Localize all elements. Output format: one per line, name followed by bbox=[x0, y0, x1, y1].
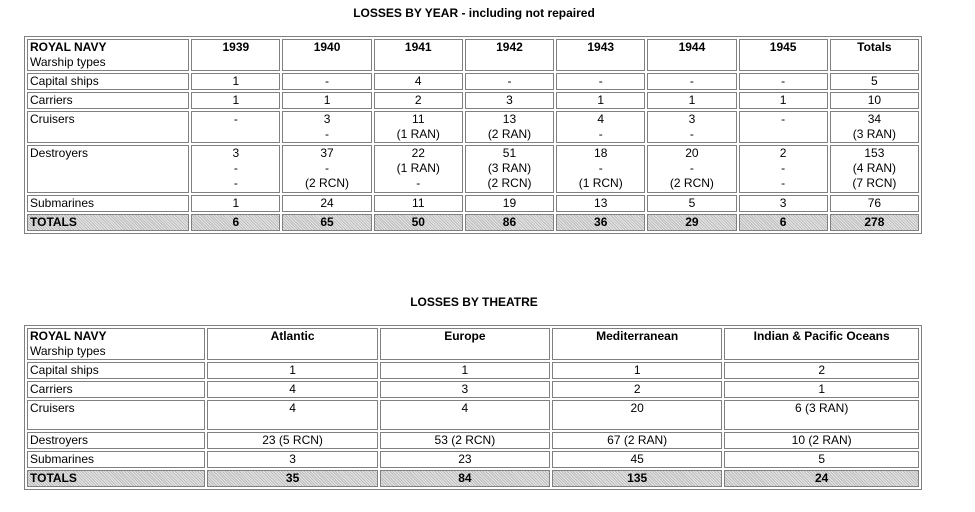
table-cell bbox=[465, 111, 554, 143]
totals-cell: 29 bbox=[647, 214, 736, 231]
cell-line: 1 bbox=[779, 93, 787, 107]
cell-line: 34 bbox=[867, 112, 882, 126]
cell-line: - bbox=[598, 161, 603, 175]
table-cell bbox=[739, 92, 828, 109]
cell-line: 20 bbox=[685, 146, 699, 160]
table-cell: 23 (5 RCN) bbox=[207, 432, 377, 449]
table-cell: 1 bbox=[207, 362, 377, 379]
cell-line: 1 bbox=[323, 93, 331, 107]
cell-line: (2 RAN) bbox=[487, 127, 532, 141]
header-label-cell bbox=[27, 328, 205, 360]
cell-line: - bbox=[781, 176, 786, 190]
table-cell bbox=[465, 195, 554, 212]
table-cell: 6 (3 RAN) bbox=[724, 400, 919, 430]
cell-line: 1 bbox=[688, 93, 696, 107]
totals-cell: 84 bbox=[380, 470, 550, 487]
header-sublabel: Warship types bbox=[30, 55, 106, 69]
cell-line: 3 bbox=[232, 146, 240, 160]
table-cell bbox=[282, 73, 371, 90]
cell-line: 24 bbox=[320, 196, 334, 210]
cell-line: 3 bbox=[779, 196, 787, 210]
totals-cell: 86 bbox=[465, 214, 554, 231]
table-row bbox=[27, 451, 919, 468]
losses-by-theatre-table bbox=[24, 325, 922, 490]
cell-line: - bbox=[507, 74, 512, 88]
column-header: Europe bbox=[380, 328, 550, 360]
table-cell bbox=[282, 111, 371, 143]
column-header: Mediterranean bbox=[552, 328, 722, 360]
cell-line: - bbox=[416, 176, 421, 190]
table-row bbox=[27, 362, 919, 379]
cell-line: 3 bbox=[323, 112, 331, 126]
cell-line: (2 RCN) bbox=[669, 176, 714, 190]
table-cell bbox=[556, 195, 645, 212]
column-header: Indian & Pacific Oceans bbox=[724, 328, 919, 360]
table-row bbox=[27, 432, 919, 449]
table-cell bbox=[374, 145, 463, 193]
table-cell: 45 bbox=[552, 451, 722, 468]
column-header: 1943 bbox=[556, 39, 645, 71]
cell-line: 13 bbox=[502, 112, 517, 126]
cell-line: - bbox=[781, 74, 786, 88]
table-cell bbox=[556, 92, 645, 109]
table-cell bbox=[191, 195, 280, 212]
cell-line: - bbox=[233, 161, 238, 175]
table-cell bbox=[282, 145, 371, 193]
totals-row bbox=[27, 470, 919, 487]
table-cell bbox=[647, 111, 736, 143]
table-cell bbox=[191, 111, 280, 143]
cell-line: - bbox=[781, 161, 786, 175]
table-cell bbox=[739, 73, 828, 90]
table-cell bbox=[647, 145, 736, 193]
table-cell bbox=[830, 73, 919, 90]
cell-line: (2 RCN) bbox=[305, 176, 350, 190]
table-cell: 5 bbox=[724, 451, 919, 468]
losses-by-theatre-title: LOSSES BY THEATRE bbox=[410, 295, 538, 309]
cell-line: 37 bbox=[320, 146, 334, 160]
header-row bbox=[27, 39, 919, 71]
column-header: 1941 bbox=[374, 39, 463, 71]
table-cell bbox=[282, 195, 371, 212]
cell-line: 2 bbox=[779, 146, 787, 160]
totals-cell: 24 bbox=[724, 470, 919, 487]
totals-cell: 35 bbox=[207, 470, 377, 487]
cell-line: 3 bbox=[688, 112, 696, 126]
table-cell: 1 bbox=[724, 381, 919, 398]
row-label: Cruisers bbox=[27, 111, 189, 143]
header-label-cell bbox=[27, 39, 189, 71]
cell-line: (1 RCN) bbox=[578, 176, 623, 190]
totals-cell: 6 bbox=[191, 214, 280, 231]
cell-line: 153 bbox=[864, 146, 885, 160]
table-cell bbox=[556, 111, 645, 143]
table-cell bbox=[465, 145, 554, 193]
column-header: 1942 bbox=[465, 39, 554, 71]
table-cell bbox=[374, 111, 463, 143]
cell-line: 76 bbox=[867, 196, 882, 210]
table-cell: 10 (2 RAN) bbox=[724, 432, 919, 449]
table-cell: 67 (2 RAN) bbox=[552, 432, 722, 449]
column-header: Totals bbox=[830, 39, 919, 71]
cell-line: 1 bbox=[597, 93, 605, 107]
row-label: Destroyers bbox=[27, 432, 205, 449]
table-row bbox=[27, 111, 919, 143]
cell-line: 51 bbox=[502, 146, 517, 160]
table-cell: 4 bbox=[207, 400, 377, 430]
table-cell bbox=[191, 92, 280, 109]
cell-line: 1 bbox=[232, 196, 240, 210]
table-cell bbox=[191, 73, 280, 90]
table-cell bbox=[465, 73, 554, 90]
cell-line: 19 bbox=[502, 196, 517, 210]
table-cell bbox=[465, 92, 554, 109]
table-cell bbox=[739, 111, 828, 143]
cell-line: - bbox=[781, 112, 786, 126]
cell-line: 1 bbox=[232, 93, 240, 107]
table-row bbox=[27, 381, 919, 398]
header-sublabel: Warship types bbox=[30, 344, 106, 358]
table-cell: 1 bbox=[380, 362, 550, 379]
cell-line: 3 bbox=[506, 93, 513, 107]
table-cell bbox=[830, 195, 919, 212]
cell-line: (3 RAN) bbox=[852, 127, 897, 141]
cell-line: 10 bbox=[867, 93, 882, 107]
row-label: Capital ships bbox=[27, 73, 189, 90]
table-cell bbox=[647, 92, 736, 109]
row-label: Carriers bbox=[27, 381, 205, 398]
losses-by-year-title: LOSSES BY YEAR - including not repaired bbox=[353, 6, 595, 20]
table-cell: 4 bbox=[380, 400, 550, 430]
table-cell bbox=[556, 73, 645, 90]
totals-label: TOTALS bbox=[27, 214, 189, 231]
table-cell bbox=[830, 111, 919, 143]
totals-cell: 6 bbox=[739, 214, 828, 231]
table-cell: 2 bbox=[724, 362, 919, 379]
column-header: 1940 bbox=[282, 39, 371, 71]
cell-line: - bbox=[325, 161, 330, 175]
row-label: Submarines bbox=[27, 451, 205, 468]
cell-line: 4 bbox=[597, 112, 605, 126]
totals-label: TOTALS bbox=[27, 470, 205, 487]
totals-row bbox=[27, 214, 919, 231]
table-cell bbox=[647, 195, 736, 212]
cell-line: (1 RAN) bbox=[396, 127, 440, 141]
table-row bbox=[27, 92, 919, 109]
cell-line: 5 bbox=[871, 74, 878, 88]
table-row bbox=[27, 145, 919, 193]
totals-cell: 36 bbox=[556, 214, 645, 231]
table-row bbox=[27, 195, 919, 212]
column-header: 1939 bbox=[191, 39, 280, 71]
cell-line: 22 bbox=[411, 146, 425, 160]
cell-line: - bbox=[689, 127, 694, 141]
table-row bbox=[27, 400, 919, 430]
cell-line: (4 RAN) bbox=[852, 161, 897, 175]
table-cell bbox=[374, 195, 463, 212]
table-cell: 1 bbox=[552, 362, 722, 379]
header-label: ROYAL NAVY bbox=[30, 40, 107, 54]
table-cell bbox=[830, 145, 919, 193]
table-row bbox=[27, 73, 919, 90]
table-cell bbox=[647, 73, 736, 90]
cell-line: 4 bbox=[414, 74, 422, 88]
cell-line: - bbox=[689, 74, 694, 88]
cell-line: (3 RAN) bbox=[487, 161, 532, 175]
table-cell: 20 bbox=[552, 400, 722, 430]
table-cell: 23 bbox=[380, 451, 550, 468]
cell-line: (7 RCN) bbox=[852, 176, 897, 190]
row-label: Carriers bbox=[27, 92, 189, 109]
table-cell bbox=[191, 145, 280, 193]
losses-by-year-table bbox=[24, 36, 922, 234]
totals-cell: 65 bbox=[282, 214, 371, 231]
table-cell: 4 bbox=[207, 381, 377, 398]
row-label: Capital ships bbox=[27, 362, 205, 379]
cell-line: - bbox=[598, 127, 603, 141]
header-row bbox=[27, 328, 919, 360]
cell-line: 13 bbox=[594, 196, 608, 210]
cell-line: (2 RCN) bbox=[487, 176, 532, 190]
row-label: Destroyers bbox=[27, 145, 189, 193]
totals-cell: 135 bbox=[552, 470, 722, 487]
column-header: Atlantic bbox=[207, 328, 377, 360]
table-cell: 3 bbox=[207, 451, 377, 468]
cell-line: 2 bbox=[414, 93, 422, 107]
cell-line: 11 bbox=[412, 196, 425, 210]
totals-cell: 278 bbox=[830, 214, 919, 231]
table-cell bbox=[556, 145, 645, 193]
cell-line: 1 bbox=[232, 74, 240, 88]
cell-line: - bbox=[325, 74, 330, 88]
table-cell bbox=[374, 73, 463, 90]
row-label: Cruisers bbox=[27, 400, 205, 430]
column-header: 1945 bbox=[739, 39, 828, 71]
cell-line: 11 bbox=[412, 112, 425, 126]
cell-line: 5 bbox=[688, 196, 696, 210]
cell-line: - bbox=[233, 176, 238, 190]
cell-line: - bbox=[325, 127, 330, 141]
column-header: 1944 bbox=[647, 39, 736, 71]
row-label: Submarines bbox=[27, 195, 189, 212]
cell-line: - bbox=[233, 112, 238, 126]
cell-line: 18 bbox=[594, 146, 608, 160]
table-cell bbox=[282, 92, 371, 109]
cell-line: (1 RAN) bbox=[396, 161, 440, 175]
table-cell bbox=[739, 195, 828, 212]
cell-line: - bbox=[689, 161, 694, 175]
header-label: ROYAL NAVY bbox=[30, 329, 107, 343]
table-cell: 53 (2 RCN) bbox=[380, 432, 550, 449]
table-cell: 2 bbox=[552, 381, 722, 398]
table-cell bbox=[739, 145, 828, 193]
totals-cell: 50 bbox=[374, 214, 463, 231]
table-cell bbox=[830, 92, 919, 109]
cell-line: - bbox=[598, 74, 603, 88]
table-cell: 3 bbox=[380, 381, 550, 398]
table-cell bbox=[374, 92, 463, 109]
